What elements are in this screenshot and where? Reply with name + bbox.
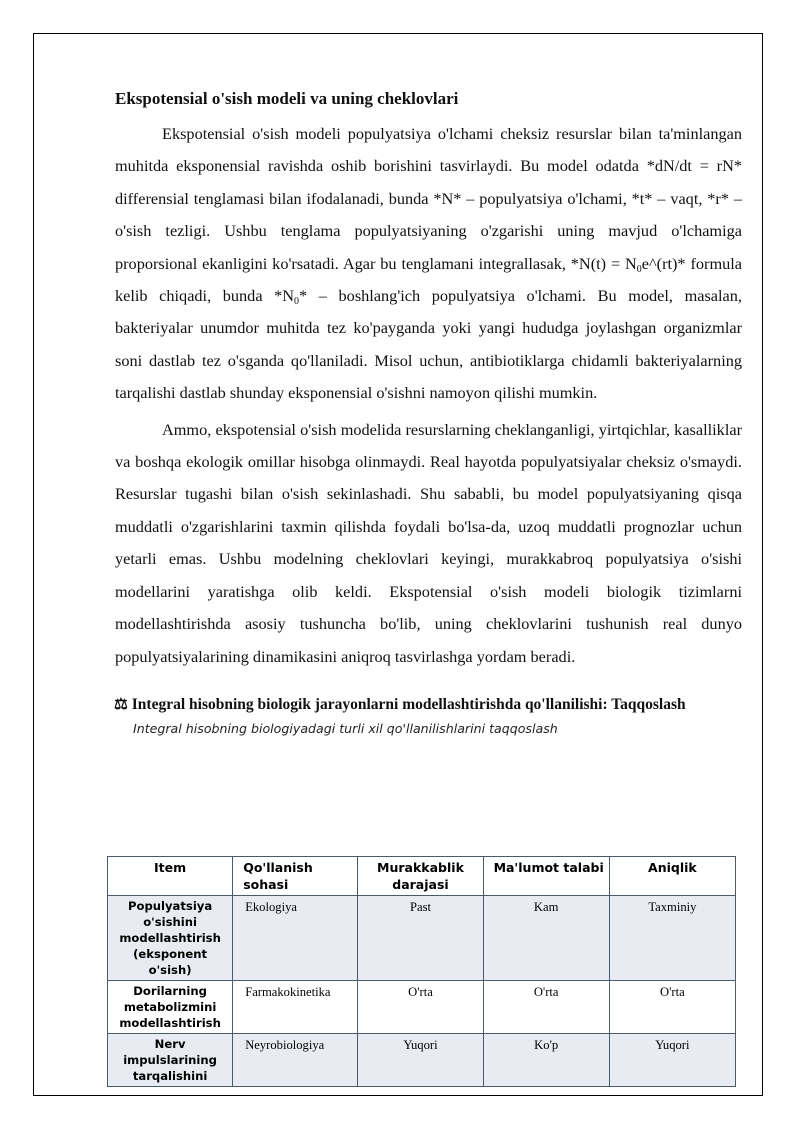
table-header-row: [108, 857, 736, 896]
table-row: [108, 981, 736, 1034]
column-header: Murakkablik darajasi: [358, 857, 483, 896]
comparison-heading: ⚖ Integral hisobning biologik jarayonlarni modellashtirishda qo'llanilishi: Taqqoslash: [114, 695, 686, 713]
table-row: [108, 1034, 736, 1087]
table-cell: Yuqori: [358, 1034, 483, 1087]
table-caption: Integral hisobning biologiyadagi turli xil qo'llanilishlarini taqqoslash: [133, 720, 558, 736]
paragraph-text: * – boshlang'ich populyatsiya o'lchami. Bu model, masalan, bakteriyalar unumdor muhitda tez ko'payganda yoki yangi hududga joylashgan organizmlar soni dastlab tez o'sganda qo'llaniladi. Misol uchun, antibiotiklarga chidamli bakteriyalarning tarqalishi dastlab shunday eksponensial o'sishni namoyon qilishi mumkin.: [115, 286, 742, 403]
column-header: Item: [108, 857, 233, 896]
column-header: Qo'llanish sohasi: [233, 857, 358, 896]
table-cell: Taxminiy: [609, 896, 735, 981]
subscript: 0: [294, 296, 300, 308]
table-row: [108, 896, 736, 981]
table-cell: Farmakokinetika: [233, 981, 358, 1034]
section-title: Ekspotensial o'sish modeli va uning cheklovlari: [115, 89, 459, 108]
table-cell: O'rta: [483, 981, 609, 1034]
paragraph-text: e^(rt)* formula kelib chiqadi, bunda *N: [115, 253, 743, 306]
comparison-table: [107, 856, 736, 1087]
table-cell: O'rta: [609, 981, 735, 1034]
paragraph-limitations: Ammo, ekspotensial o'sish modelida resurslarning cheklanganligi, yirtqichlar, kasalliklar va boshqa ekologik omillar hisobga olinmaydi. Real hayotda populyatsiyalar cheksiz o'smaydi. Resurslar tugashi bilan o'sish sekinlashadi. Shu sababli, bu model populyatsiyaning qisqa muddatli o'zgarishlarini taxmin qilishda foydali bo'lsa-da, uzoq muddatli prognozlar uchun yetarli emas. Ushbu modelning cheklovlari keyingi, murakkabroq populyatsiya o'sishi modellarini yaratishga olib keldi. Ekspotensial o'sish modeli biologik tizimlarni modellashtirishda asosiy tushuncha bo'lib, uning cheklovlarini tushunish real dunyo populyatsiyalarining dinamikasini aniqroq tasvirlashga yordam beradi.: [115, 419, 742, 666]
column-header: Ma'lumot talabi: [483, 857, 609, 896]
table-cell: Ko'p: [483, 1034, 609, 1087]
document-body: [115, 88, 742, 743]
table-cell: Ekologiya: [233, 896, 358, 981]
table-cell: Yuqori: [609, 1034, 735, 1087]
table-cell: Neyrobiologiya: [233, 1034, 358, 1087]
table-cell: Past: [358, 896, 483, 981]
row-label: Dorilarning metabolizmini modellashtirish: [108, 981, 233, 1034]
subscript: 0: [636, 263, 642, 275]
row-label: Nerv impulslarining tarqalishini: [108, 1034, 233, 1087]
paragraph-exponential-model: [115, 118, 742, 410]
row-label: Populyatsiya o'sishini modellashtirish (eksponent o'sish): [108, 896, 233, 981]
paragraph-text: Ekspotensial o'sish modeli populyatsiya o'lchami cheksiz resurslar bilan ta'minlangan muhitda eksponensial ravishda oshib borishini tasvirlaydi. Bu model odatda *dN/dt = rN* differensial tenglamasi bilan ifodalanadi, bunda *N* – populyatsiya o'lchami, *t* – vaqt, *r* – o'sish tezligi. Ushbu tenglama populyatsiyaning o'zgarishi uning mavjud o'lchamiga proporsional ekanligini ko'rsatadi. Agar bu tenglamani integrallasak, *N(t) = N: [115, 124, 742, 273]
table-cell: Kam: [483, 896, 609, 981]
table-cell: O'rta: [358, 981, 483, 1034]
column-header: Aniqlik: [609, 857, 735, 896]
